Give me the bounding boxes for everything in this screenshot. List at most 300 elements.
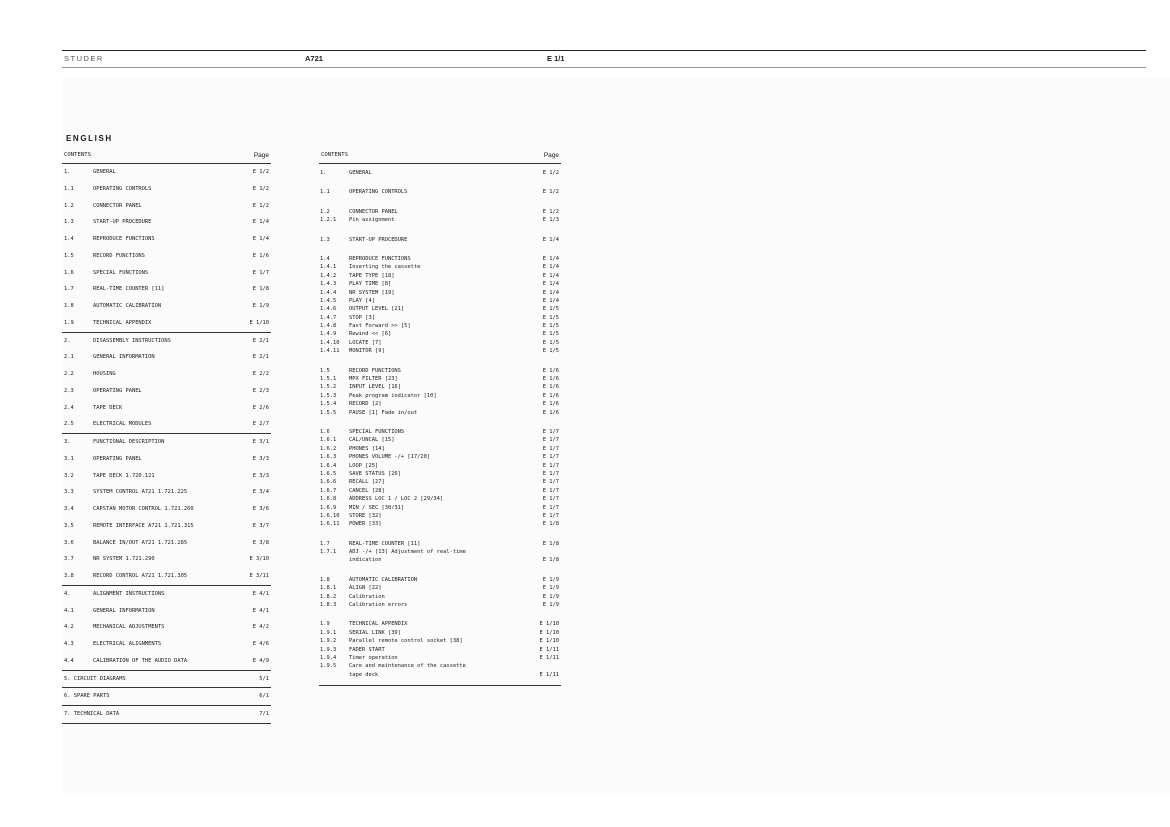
section-page: E 1/7 <box>542 437 559 444</box>
section-title: POWER [33] <box>349 521 382 528</box>
section-page: E 1/4 <box>252 236 269 242</box>
section-page: E 1/11 <box>539 646 559 653</box>
toc-row <box>62 164 271 181</box>
section-number: 1.6.10 <box>320 512 340 519</box>
section-number: 1.6 <box>320 428 330 435</box>
toc-row <box>62 518 271 535</box>
section-number: 3.3 <box>64 489 74 496</box>
section-title: GENERAL <box>93 169 116 175</box>
section-page: E 1/8 <box>542 521 559 528</box>
section-page: E 4/2 <box>252 624 269 631</box>
section-page: E 1/5 <box>542 348 559 355</box>
toc-line <box>319 662 561 670</box>
toc-line <box>319 314 561 322</box>
section-number: 1.5 <box>320 367 330 374</box>
section-page: E 1/4 <box>542 297 559 304</box>
section-number: 1.7.1 <box>320 549 337 556</box>
section-number: 1.9 <box>320 621 330 628</box>
section-number: 1.5.4 <box>320 401 337 408</box>
section-number: 1.6.6 <box>320 479 337 486</box>
section-title: START-UP PROCEDURE <box>93 219 152 226</box>
toc-line <box>319 646 561 654</box>
section-number: 1.5.2 <box>320 384 337 391</box>
section-page: E 1/6 <box>542 367 559 374</box>
section-title: SYSTEM CONTROL A721 1.721.225 <box>93 489 188 496</box>
section-page: E 1/7 <box>542 445 559 452</box>
section-page: E 1/4 <box>542 264 559 271</box>
section-number: 2. <box>64 337 71 344</box>
section-number: 1.3 <box>64 219 74 226</box>
section-number: 1. <box>64 169 71 175</box>
section-page: E 1/5 <box>542 314 559 321</box>
toc-line <box>319 305 561 313</box>
language-heading: ENGLISH <box>66 134 113 143</box>
toc-line <box>319 263 561 271</box>
section-page: E 3/3 <box>252 472 269 479</box>
section-title: 6. SPARE PARTS <box>64 693 110 700</box>
section-page: E 1/2 <box>252 169 269 175</box>
section-page: E 1/10 <box>539 638 559 645</box>
section-number: 1.4.7 <box>320 314 337 321</box>
toc-row <box>62 688 271 706</box>
toc-line <box>319 548 561 556</box>
section-number: 1.5.5 <box>320 409 337 416</box>
section-page: E 1/7 <box>542 428 559 435</box>
section-title: REAL-TIME COUNTER [11] <box>93 286 165 293</box>
section-page: E 1/9 <box>542 576 559 583</box>
section-title: Pin assignment <box>349 217 395 224</box>
section-number: 1.7 <box>320 540 330 547</box>
section-title: NR SYSTEM [19] <box>349 289 395 296</box>
section-number: 1.4 <box>320 255 330 262</box>
section-title: Care and maintenance of the cassette <box>349 663 466 670</box>
section-number: 1.3 <box>320 236 330 243</box>
section-number: 1.6.4 <box>320 462 337 469</box>
section-title: PLAY TIME [8] <box>349 281 392 288</box>
toc-line <box>319 520 561 528</box>
section-title: Fast Forward >> [5] <box>349 323 411 330</box>
toc-summary <box>62 148 271 724</box>
section-number: 2.3 <box>64 387 74 394</box>
toc-line <box>319 512 561 520</box>
toc-line <box>319 367 561 375</box>
toc-block <box>319 231 561 250</box>
toc-detail-header <box>319 148 561 164</box>
section-number: 1.9.1 <box>320 629 337 636</box>
section-number: 1.9.2 <box>320 638 337 645</box>
section-page: E 1/11 <box>539 671 559 678</box>
toc-line <box>319 322 561 330</box>
toc-row <box>62 214 271 231</box>
section-number: 1.6.9 <box>320 504 337 511</box>
section-page: E 1/10 <box>539 629 559 636</box>
section-title: MIN / SEC [30/31] <box>349 504 405 511</box>
section-page: E 1/9 <box>542 585 559 592</box>
model-name: A721 <box>305 54 323 63</box>
toc-line <box>319 289 561 297</box>
section-number: 1.4.1 <box>320 264 337 271</box>
section-title: FUNCTIONAL DESCRIPTION <box>93 439 165 445</box>
section-number: 1.4.10 <box>320 339 340 346</box>
section-number: 1.9.3 <box>320 646 337 653</box>
section-title: REMOTE INTERFACE A721 1.721.315 <box>93 522 194 529</box>
toc-block <box>319 250 561 362</box>
section-page: E 4/9 <box>252 657 269 664</box>
section-title: ELECTRICAL MODULES <box>93 421 152 428</box>
section-title: LOOP [25] <box>349 462 379 469</box>
toc-line <box>319 487 561 495</box>
section-page: 5/1 <box>259 675 269 682</box>
toc-row <box>62 484 271 501</box>
section-number: 3.4 <box>64 506 74 512</box>
section-title: RECORD CONTROL A721 1.721.305 <box>93 573 188 579</box>
section-title: GENERAL <box>349 170 372 176</box>
section-page: E 4/6 <box>252 641 269 647</box>
toc-line <box>319 556 561 564</box>
section-number: 1.5.3 <box>320 392 337 399</box>
section-page: E 4/1 <box>252 607 269 614</box>
toc-line <box>319 504 561 512</box>
page-label: Page <box>253 152 269 159</box>
section-page: E 1/2 <box>252 202 269 209</box>
section-page: E 2/1 <box>252 337 269 344</box>
section-page: E 1/9 <box>542 593 559 600</box>
section-number: 3.1 <box>64 455 74 462</box>
toc-line <box>319 495 561 503</box>
toc-line <box>319 280 561 288</box>
section-title: TECHNICAL APPENDIX <box>93 319 152 326</box>
section-page: E 3/11 <box>249 573 269 579</box>
toc-line <box>319 478 561 486</box>
toc-line <box>319 540 561 548</box>
section-title: CANCEL [28] <box>349 487 385 494</box>
toc-line <box>319 383 561 391</box>
section-title: SAVE STATUS [26] <box>349 470 401 477</box>
section-number: 1.8 <box>320 576 330 583</box>
section-page: E 1/9 <box>252 303 269 309</box>
section-number: 1.9.4 <box>320 654 337 661</box>
toc-summary-header <box>62 148 271 164</box>
section-page: E 1/6 <box>542 409 559 416</box>
section-number: 3.6 <box>64 539 74 546</box>
section-page: E 1/4 <box>542 281 559 288</box>
section-title: REPRODUCE FUNCTIONS <box>93 236 155 242</box>
section-title: LOCATE [7] <box>349 339 382 346</box>
toc-block <box>319 423 561 535</box>
section-title: BALANCE IN/OUT A721 1.721.285 <box>93 539 188 546</box>
section-number: 1.2 <box>64 202 74 209</box>
section-page: E 1/6 <box>542 384 559 391</box>
section-title: Calibration errors <box>349 602 408 609</box>
section-page: E 1/2 <box>252 185 269 192</box>
toc-row <box>62 248 271 265</box>
section-page: E 3/4 <box>252 489 269 496</box>
section-title: Peak program indicator [10] <box>349 392 437 399</box>
toc-row <box>62 416 271 434</box>
toc-line <box>319 409 561 417</box>
section-title: PHONES VOLUME -/+ [17/20] <box>349 454 431 461</box>
toc-row <box>62 281 271 298</box>
section-page: E 1/6 <box>252 252 269 259</box>
section-title: 5. CIRCUIT DIAGRAMS <box>64 675 126 682</box>
section-number: 1.1 <box>64 185 74 192</box>
toc-row <box>62 653 271 671</box>
toc-row <box>62 383 271 400</box>
section-number: 3.7 <box>64 556 74 563</box>
toc-line <box>319 297 561 305</box>
section-number: 1.9.5 <box>320 663 337 670</box>
toc-row <box>62 551 271 568</box>
section-title: RECORD FUNCTIONS <box>349 367 401 374</box>
toc-row <box>62 349 271 366</box>
toc-block <box>319 615 561 686</box>
section-number: 1.4.2 <box>320 272 337 279</box>
section-number: 1.6.1 <box>320 437 337 444</box>
toc-line <box>319 255 561 263</box>
toc-row <box>62 706 271 724</box>
toc-block <box>319 571 561 616</box>
section-page: E 3/7 <box>252 522 269 529</box>
section-number: 1.7 <box>64 286 74 293</box>
section-number: 1.6.2 <box>320 445 337 452</box>
toc-row <box>62 434 271 451</box>
section-title: OPERATING CONTROLS <box>349 189 408 196</box>
toc-line <box>319 236 561 244</box>
toc-line <box>319 392 561 400</box>
section-page: E 1/7 <box>252 269 269 276</box>
section-page: E 1/8 <box>542 540 559 547</box>
section-page: E 1/5 <box>542 323 559 330</box>
section-title: OPERATING PANEL <box>93 455 142 462</box>
section-title: Parallel remote control socket [38] <box>349 638 463 645</box>
section-page: E 1/6 <box>542 401 559 408</box>
section-title: FADER START <box>349 646 385 653</box>
section-title: CAPSTAN MOTOR CONTROL 1.721.260 <box>93 506 194 512</box>
toc-block <box>319 203 561 231</box>
toc-row <box>62 619 271 636</box>
section-page: E 4/1 <box>252 590 269 597</box>
section-page: 6/1 <box>259 693 269 700</box>
section-title: AUTOMATIC CALIBRATION <box>349 576 418 583</box>
toc-line <box>319 462 561 470</box>
section-page: E 1/2 <box>542 208 559 215</box>
toc-line <box>319 620 561 628</box>
toc-line <box>319 375 561 383</box>
section-title: ADDRESS LOC 1 / LOC 2 [29/34] <box>349 496 444 503</box>
section-number: 1.6.7 <box>320 487 337 494</box>
section-page: E 2/6 <box>252 404 269 411</box>
section-title: PHONES [14] <box>349 445 385 452</box>
section-number: 1.6.8 <box>320 496 337 503</box>
section-title: NR SYSTEM 1.721.290 <box>93 556 155 563</box>
section-number: 1.1 <box>320 189 330 196</box>
toc-line <box>319 428 561 436</box>
toc-row <box>62 468 271 485</box>
toc-line <box>319 637 561 645</box>
toc-line <box>319 576 561 584</box>
section-title: MECHANICAL ADJUSTMENTS <box>93 624 165 631</box>
section-title: ALIGNMENT INSTRUCTIONS <box>93 590 165 597</box>
section-title: Calibration <box>349 593 385 600</box>
toc-line <box>319 470 561 478</box>
toc-line <box>319 169 561 177</box>
toc-row <box>62 603 271 620</box>
section-title: TECHNICAL APPENDIX <box>349 621 408 628</box>
toc-row <box>62 535 271 552</box>
section-number: 1.8.1 <box>320 585 337 592</box>
section-page: E 1/8 <box>542 557 559 564</box>
section-number: 3.8 <box>64 573 74 579</box>
toc-row <box>62 298 271 315</box>
section-number: 1.4.5 <box>320 297 337 304</box>
toc-row <box>62 315 271 333</box>
section-title: START-UP PROCEDURE <box>349 236 408 243</box>
section-number: 1.9 <box>64 319 74 326</box>
section-title: SPECIAL FUNCTIONS <box>93 269 149 276</box>
toc-row <box>62 671 271 689</box>
toc-line <box>319 330 561 338</box>
section-title: REPRODUCE FUNCTIONS <box>349 255 411 262</box>
section-page: E 1/7 <box>542 470 559 477</box>
section-page: E 1/10 <box>249 319 269 326</box>
brand-logo: STUDER <box>64 54 104 63</box>
toc-block <box>319 535 561 571</box>
toc-row <box>62 231 271 248</box>
section-title: tape deck <box>349 671 379 678</box>
toc-row <box>62 636 271 653</box>
section-number: 1.4.9 <box>320 331 337 338</box>
section-number: 1.4.8 <box>320 323 337 330</box>
toc-summary-rows <box>62 164 271 724</box>
section-title: GENERAL INFORMATION <box>93 607 155 614</box>
section-number: 4. <box>64 590 71 597</box>
section-title: Timer operation <box>349 654 398 661</box>
section-title: INPUT LEVEL [16] <box>349 384 401 391</box>
toc-line <box>319 347 561 355</box>
section-page: E 2/3 <box>252 387 269 394</box>
toc-detail <box>319 148 561 686</box>
section-title: OUTPUT LEVEL [21] <box>349 306 405 313</box>
section-page: E 1/7 <box>542 487 559 494</box>
section-number: 3. <box>64 439 71 445</box>
toc-block <box>319 164 561 183</box>
section-title: TAPE TYPE [18] <box>349 272 395 279</box>
section-title: GENERAL INFORMATION <box>93 354 155 361</box>
section-title: indication <box>349 557 382 564</box>
section-title: PLAY [4] <box>349 297 375 304</box>
section-title: Rewind << [6] <box>349 331 392 338</box>
section-number: 3.5 <box>64 522 74 529</box>
section-number: 1.8.2 <box>320 593 337 600</box>
section-page: E 1/7 <box>542 479 559 486</box>
section-number: 1.2 <box>320 208 330 215</box>
section-title: CONNECTOR PANEL <box>93 202 142 209</box>
section-title: MPX FILTER [23] <box>349 376 398 383</box>
contents-label: CONTENTS <box>321 152 348 158</box>
toc-block <box>319 183 561 202</box>
toc-line <box>319 436 561 444</box>
section-page: E 1/11 <box>539 654 559 661</box>
toc-line <box>319 272 561 280</box>
toc-line <box>319 400 561 408</box>
section-number: 3.2 <box>64 472 74 479</box>
section-page: E 3/8 <box>252 539 269 546</box>
toc-line <box>319 453 561 461</box>
section-number: 1.4 <box>64 236 74 242</box>
toc-line <box>319 584 561 592</box>
toc-line <box>319 654 561 662</box>
toc-row <box>62 198 271 215</box>
section-page: E 1/7 <box>542 496 559 503</box>
page-label: Page <box>543 152 559 159</box>
section-title: OPERATING PANEL <box>93 387 142 394</box>
toc-line <box>319 216 561 224</box>
section-page: E 1/4 <box>542 236 559 243</box>
section-number: 4.4 <box>64 657 74 664</box>
section-page: E 3/1 <box>252 439 269 445</box>
section-page: E 1/7 <box>542 454 559 461</box>
toc-row <box>62 366 271 383</box>
section-page: E 1/4 <box>252 219 269 226</box>
section-number: 2.1 <box>64 354 74 361</box>
section-number: 4.1 <box>64 607 74 614</box>
section-title: RECALL [27] <box>349 479 385 486</box>
section-title: REAL-TIME COUNTER [11] <box>349 540 421 547</box>
toc-row <box>62 333 271 350</box>
contents-label: CONTENTS <box>64 152 91 158</box>
section-number: 1.5 <box>64 252 74 259</box>
section-title: DISASSEMBLY INSTRUCTIONS <box>93 337 171 344</box>
section-page: E 2/1 <box>252 354 269 361</box>
toc-row <box>62 400 271 417</box>
section-page: E 1/6 <box>542 376 559 383</box>
section-number: 1.6.3 <box>320 454 337 461</box>
section-number: 1.6.11 <box>320 521 340 528</box>
section-title: CONNECTOR PANEL <box>349 208 398 215</box>
section-page: E 3/6 <box>252 506 269 512</box>
section-title: OPERATING CONTROLS <box>93 185 152 192</box>
page-number: E 1/1 <box>547 54 565 63</box>
toc-line <box>319 629 561 637</box>
section-number: 4.2 <box>64 624 74 631</box>
section-title: ADJ -/+ [13] Adjustment of real-time <box>349 549 466 556</box>
toc-line <box>319 208 561 216</box>
section-title: CAL/UNCAL [15] <box>349 437 395 444</box>
section-number: 1.4.11 <box>320 348 340 355</box>
section-page: E 1/5 <box>542 339 559 346</box>
toc-line <box>319 593 561 601</box>
section-page: E 2/2 <box>252 371 269 377</box>
section-title: SERIAL LINK [39] <box>349 629 401 636</box>
page-header <box>62 50 1146 68</box>
section-number: 2.5 <box>64 421 74 428</box>
section-number: 1.4.4 <box>320 289 337 296</box>
section-number: 1.4.3 <box>320 281 337 288</box>
section-number: 1.8.3 <box>320 602 337 609</box>
section-title: Inserting the cassette <box>349 264 421 271</box>
section-page: E 1/8 <box>252 286 269 293</box>
toc-line <box>319 339 561 347</box>
section-number: 1.8 <box>64 303 74 309</box>
section-title: HOUSING <box>93 371 116 377</box>
toc-line <box>319 601 561 609</box>
section-page: E 1/2 <box>542 170 559 176</box>
section-page: E 1/9 <box>542 602 559 609</box>
section-page: E 3/3 <box>252 455 269 462</box>
section-number: 1.4.6 <box>320 306 337 313</box>
section-page: E 1/4 <box>542 289 559 296</box>
section-number: 2.4 <box>64 404 74 411</box>
